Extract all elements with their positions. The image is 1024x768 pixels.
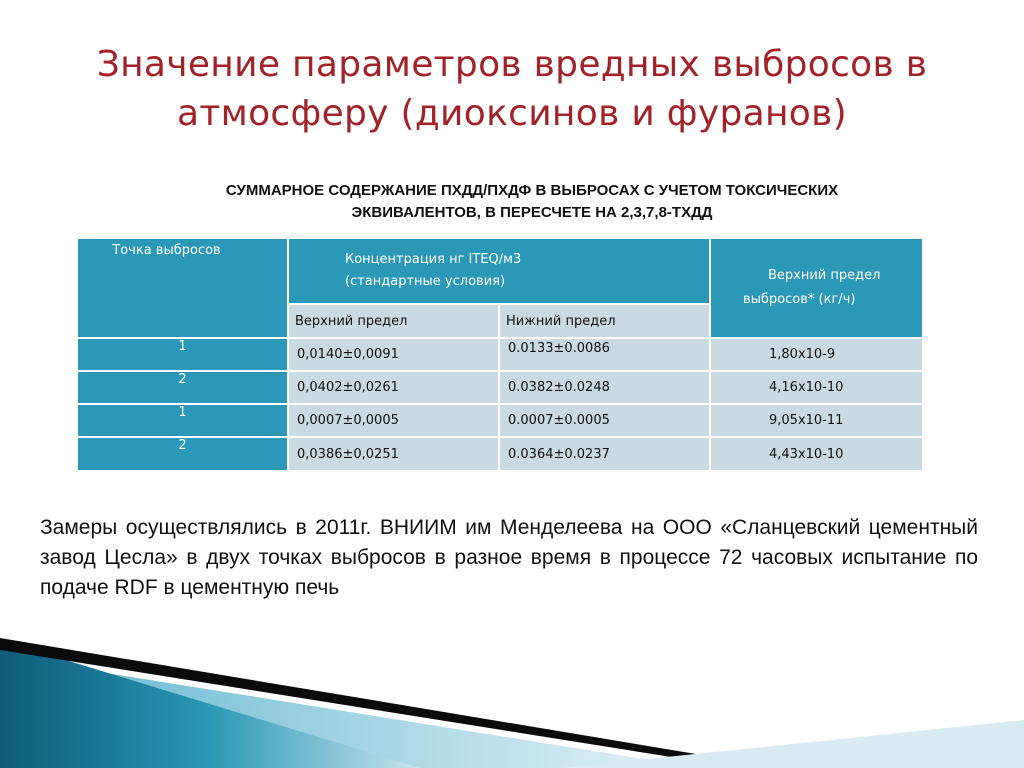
header-concentration <box>288 238 710 304</box>
header-emission-limit-line-1: Верхний предел <box>768 268 881 283</box>
title-line-2: атмосферу (диоксинов и фуранов) <box>176 93 847 134</box>
cell-upper: 0,0140±0,0091 <box>288 338 499 371</box>
emissions-table <box>76 237 924 472</box>
table-caption <box>112 180 952 224</box>
cell-limit: 9,05x10-11 <box>710 404 923 437</box>
header-emission-limit <box>710 238 923 338</box>
title-line-1: Значение параметров вредных выбросов в <box>96 44 928 85</box>
cell-point: 2 <box>77 437 288 471</box>
cell-lower: 0.0007±0.0005 <box>499 404 710 437</box>
cell-point: 1 <box>77 404 288 437</box>
header-concentration-line-2: (стандартные условия) <box>345 274 506 289</box>
cell-lower: 0.0364±0.0237 <box>499 437 710 471</box>
header-emission-point: Точка выбросов <box>77 238 288 338</box>
header-emission-limit-line-2: выбросов* (кг/ч) <box>743 292 856 307</box>
corner-decoration <box>0 600 1024 768</box>
table-row <box>77 404 923 437</box>
cell-upper: 0,0386±0,0251 <box>288 437 499 471</box>
cell-upper: 0,0402±0,0261 <box>288 371 499 404</box>
slide-title <box>40 40 984 138</box>
header-concentration-line-1: Концентрация нг ITEQ/м3 <box>345 252 522 267</box>
cell-upper: 0,0007±0,0005 <box>288 404 499 437</box>
cell-lower: 0.0382±0.0248 <box>499 371 710 404</box>
caption-line-2: ЭКВИВАЛЕНТОВ, В ПЕРЕСЧЕТЕ НА 2,3,7,8-ТХДД <box>351 204 713 221</box>
measurement-note: Замеры осуществлялись в 2011г. ВНИИМ им Менделеева на ООО «Сланцевский цементный завод Цесла» в двух точках выбросов в разное время в процессе 72 часовых испытание по подаче RDF в цементную печь <box>40 516 978 599</box>
table-row <box>77 338 923 371</box>
caption-line-1: СУММАРНОЕ СОДЕРЖАНИЕ ПХДД/ПХДФ В ВЫБРОСАХ С УЧЕТОМ ТОКСИЧЕСКИХ <box>225 182 839 199</box>
table-row <box>77 371 923 404</box>
cell-limit: 4,43x10-10 <box>710 437 923 471</box>
cell-point: 2 <box>77 371 288 404</box>
table-row <box>77 437 923 471</box>
subheader-lower-limit: Нижний предел <box>499 304 710 338</box>
subheader-upper-limit: Верхний предел <box>288 304 499 338</box>
cell-lower: 0.0133±0.0086 <box>499 338 710 371</box>
cell-limit: 4,16x10-10 <box>710 371 923 404</box>
cell-point: 1 <box>77 338 288 371</box>
cell-limit: 1,80x10-9 <box>710 338 923 371</box>
